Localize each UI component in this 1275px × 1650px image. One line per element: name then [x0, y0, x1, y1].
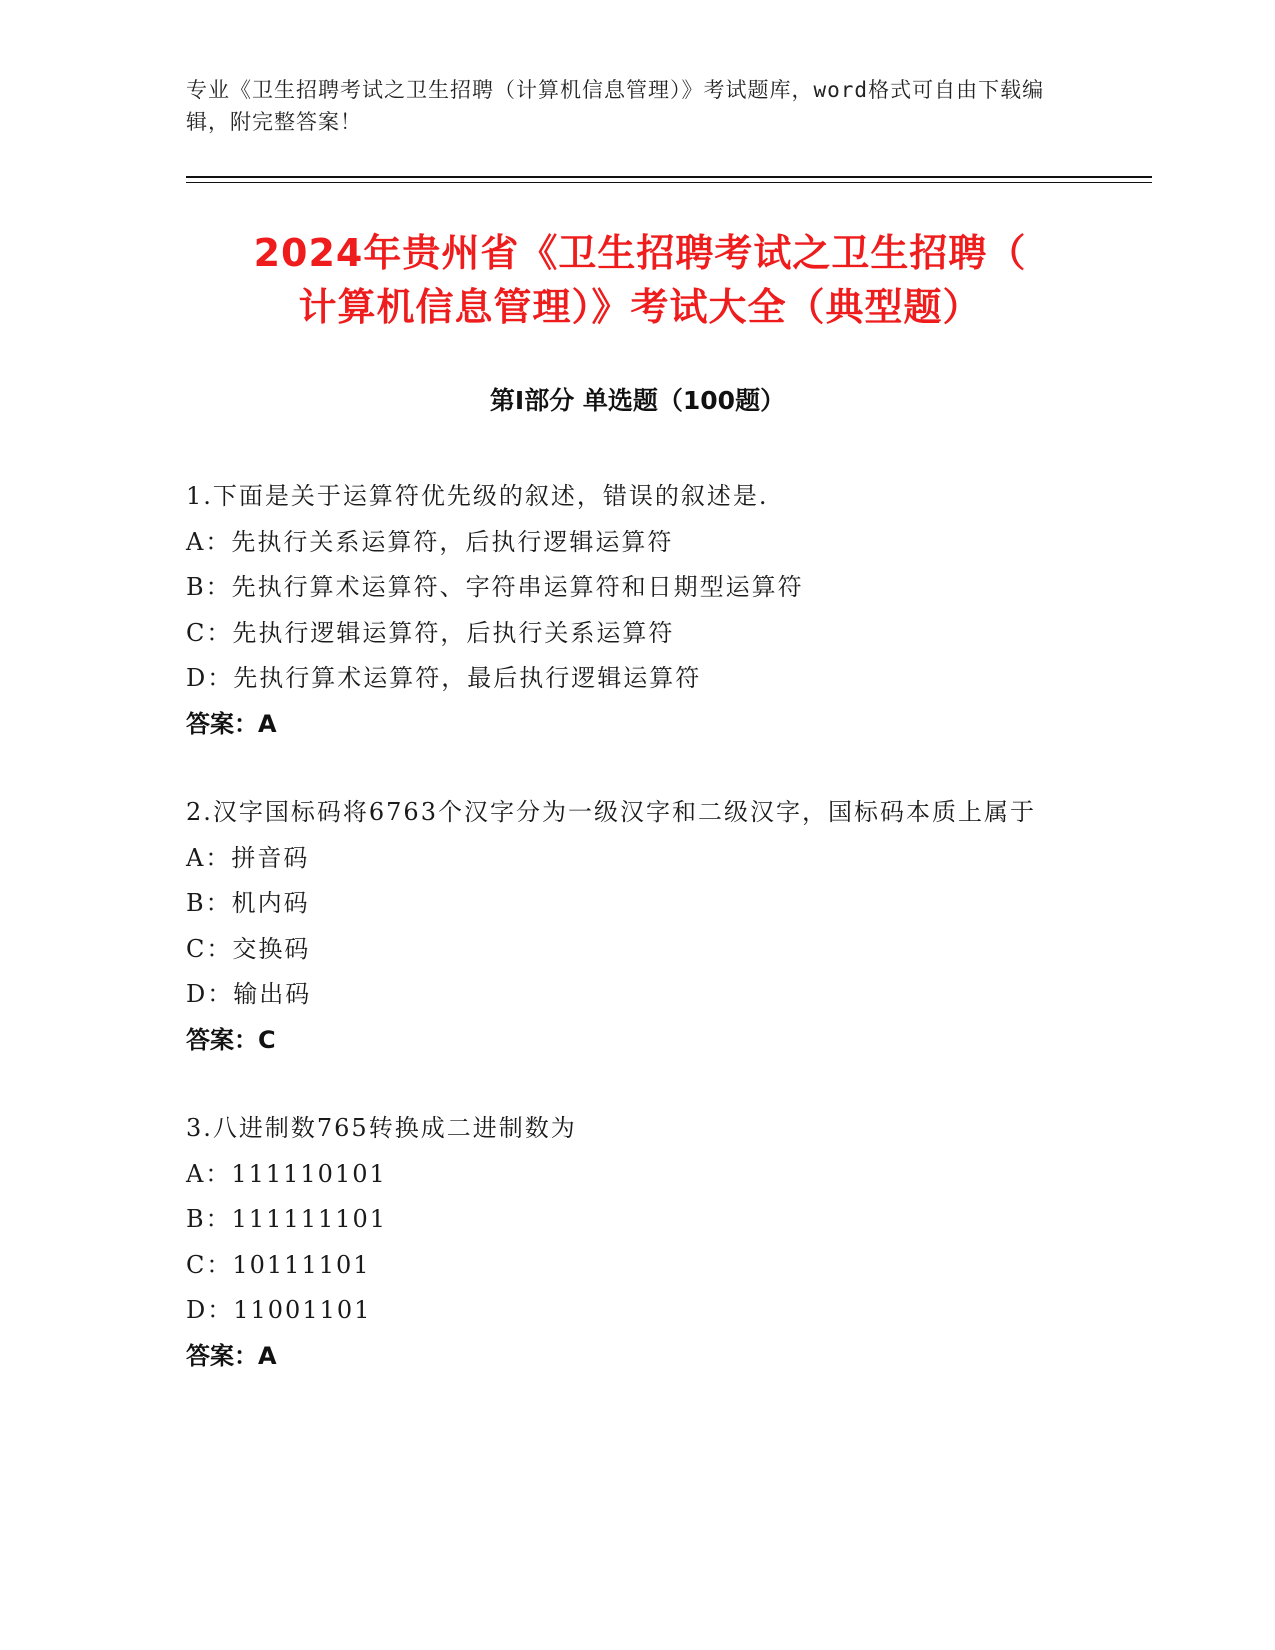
title-line-1: 2024年贵州省《卫生招聘考试之卫生招聘（	[253, 231, 1027, 275]
option-d: D：先执行算术运算符，最后执行逻辑运算符	[186, 664, 702, 692]
option-c: C：交换码	[186, 934, 311, 963]
question-stem: 3.八进制数765转换成二进制数为	[186, 1114, 577, 1142]
option-b: B：先执行算术运算符、字符串运算符和日期型运算符	[186, 573, 804, 601]
option-d: D：输出码	[186, 980, 312, 1008]
header-divider-thick	[186, 176, 1152, 178]
question-stem: 2.汉字国标码将6763个汉字分为一级汉字和二级汉字，国标码本质上属于	[186, 798, 1036, 826]
header-note: 专业《卫生招聘考试之卫生招聘（计算机信息管理）》考试题库，word格式可自由下载编辑，附完整答案！	[186, 78, 1045, 134]
title-line-2: 计算机信息管理）》考试大全（典型题）	[298, 285, 982, 329]
answer: 答案：A	[186, 1341, 277, 1370]
option-a: A：拼音码	[186, 843, 310, 872]
option-a: A：111110101	[186, 1159, 387, 1188]
answer: 答案：C	[186, 1025, 276, 1054]
question-stem: 1.下面是关于运算符优先级的叙述，错误的叙述是.	[186, 482, 769, 510]
option-b: B：机内码	[186, 889, 310, 917]
section-title: 第Ⅰ部分 单选题（100题）	[489, 386, 786, 415]
option-c: C：10111101	[186, 1250, 371, 1279]
document-title	[180, 226, 1100, 334]
header-divider-thin	[186, 182, 1152, 183]
option-c: C：先执行逻辑运算符，后执行关系运算符	[186, 618, 675, 647]
option-a: A：先执行关系运算符，后执行逻辑运算符	[186, 527, 674, 556]
answer: 答案：A	[186, 709, 277, 738]
option-b: B：111111101	[186, 1205, 388, 1233]
question-2	[186, 790, 1086, 1063]
question-3	[186, 1106, 1086, 1379]
option-d: D：11001101	[186, 1296, 372, 1324]
question-list	[186, 474, 1086, 1422]
question-1	[186, 474, 1086, 747]
